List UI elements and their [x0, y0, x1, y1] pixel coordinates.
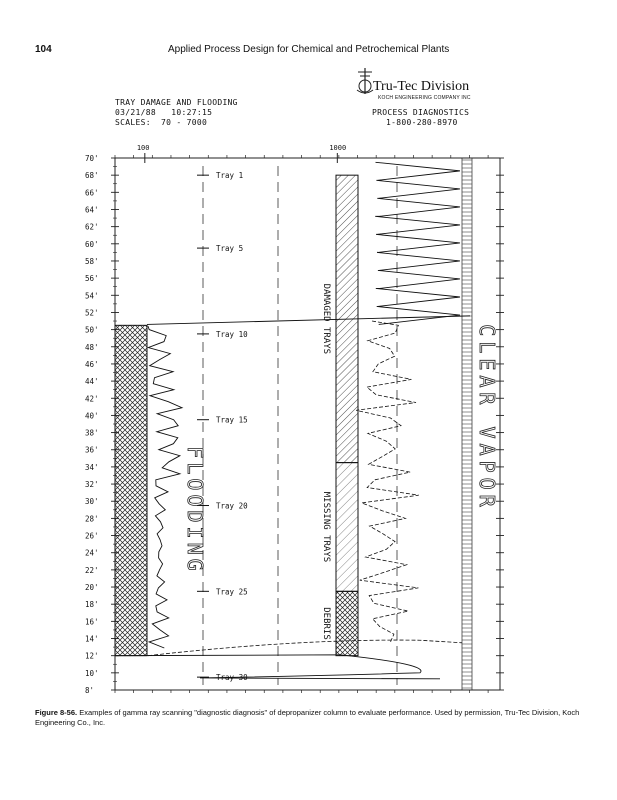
caption-label: Figure 8-56.: [35, 708, 78, 717]
y-tick-label: 14': [85, 634, 99, 644]
logo-subtitle: KOCH ENGINEERING COMPANY INC: [378, 95, 471, 101]
chart-title: TRAY DAMAGE AND FLOODING: [115, 98, 238, 107]
chart-datetime: 03/21/88 10:27:15: [115, 108, 213, 117]
y-tick-label: 8': [85, 686, 95, 695]
y-tick-label: 12': [85, 651, 99, 661]
figure-caption: [35, 708, 580, 728]
bar-missing-trays: [336, 463, 358, 592]
running-head: Applied Process Design for Chemical and Petrochemical Plants: [168, 44, 450, 55]
scan-solid-bottom: [115, 655, 440, 679]
y-tick-label: 28': [85, 514, 99, 524]
y-tick-label: 40': [85, 411, 99, 421]
y-tick-label: 44': [85, 377, 99, 387]
chart-scales: SCALES: 70 - 7000: [115, 118, 208, 127]
y-tick-label: 38': [85, 428, 99, 438]
caption-text: Examples of gamma ray scanning "diagnostic diagnosis" of depropanizer column to evaluate performance. Used by permission, Tru-Tec Division, Koch Engineering Co., Inc.: [35, 708, 580, 727]
tray-label: Tray 30: [216, 673, 248, 683]
y-tick-label: 50': [85, 325, 99, 335]
y-tick-label: 16': [85, 617, 99, 627]
clear-vapor-label: CLEAR VAPOR: [475, 324, 499, 512]
y-tick-label: 70': [85, 154, 99, 163]
y-tick-label: 66': [85, 188, 99, 198]
tray-label: Tray 15: [216, 415, 248, 425]
bar-label: MISSING TRAYS: [321, 491, 331, 563]
tray-label: Tray 25: [216, 587, 248, 597]
scan-solid-flooding: [148, 326, 182, 648]
y-tick-label: 52': [85, 308, 99, 318]
x-tick-label: 1000: [329, 144, 347, 152]
y-tick-label: 58': [85, 256, 99, 266]
y-tick-label: 60': [85, 239, 99, 249]
page-number: 104: [35, 44, 52, 55]
logo-phone: 1-800-280-8970: [386, 118, 458, 127]
scan-transition: [147, 316, 470, 325]
y-tick-label: 42': [85, 394, 99, 404]
y-tick-label: 18': [85, 600, 99, 610]
scan-solid-upper: [375, 162, 460, 324]
y-tick-label: 32': [85, 480, 99, 490]
x-tick-label: 100: [136, 144, 150, 152]
flooding-label: FLOODING: [183, 446, 207, 575]
tray-label: Tray 10: [216, 329, 248, 339]
bar-label: DEBRIS: [321, 607, 331, 640]
y-tick-label: 62': [85, 222, 99, 232]
tray-label: Tray 20: [216, 501, 248, 511]
flooding-block: [115, 325, 147, 655]
y-tick-label: 24': [85, 548, 99, 558]
y-tick-label: 20': [85, 583, 99, 593]
y-tick-label: 26': [85, 531, 99, 541]
y-tick-label: 54': [85, 291, 99, 301]
y-tick-label: 10': [85, 668, 99, 678]
scan-dashed-bottom: [148, 640, 462, 656]
bar-debris: [336, 591, 358, 655]
scan-dashed-middle: [356, 321, 419, 642]
y-tick-label: 22': [85, 565, 99, 575]
y-tick-label: 30': [85, 497, 99, 507]
tray-label: Tray 5: [216, 244, 244, 254]
y-tick-label: 46': [85, 359, 99, 369]
y-tick-label: 48': [85, 342, 99, 352]
tray-label: Tray 1: [216, 171, 244, 181]
y-tick-label: 64': [85, 205, 99, 215]
y-tick-label: 68': [85, 171, 99, 181]
y-tick-label: 36': [85, 445, 99, 455]
logo-name: Tru-Tec Division: [373, 79, 470, 94]
y-tick-label: 34': [85, 462, 99, 472]
y-tick-label: 56': [85, 274, 99, 284]
logo-service: PROCESS DIAGNOSTICS: [372, 108, 470, 117]
bar-label: DAMAGED TRAYS: [321, 283, 331, 355]
